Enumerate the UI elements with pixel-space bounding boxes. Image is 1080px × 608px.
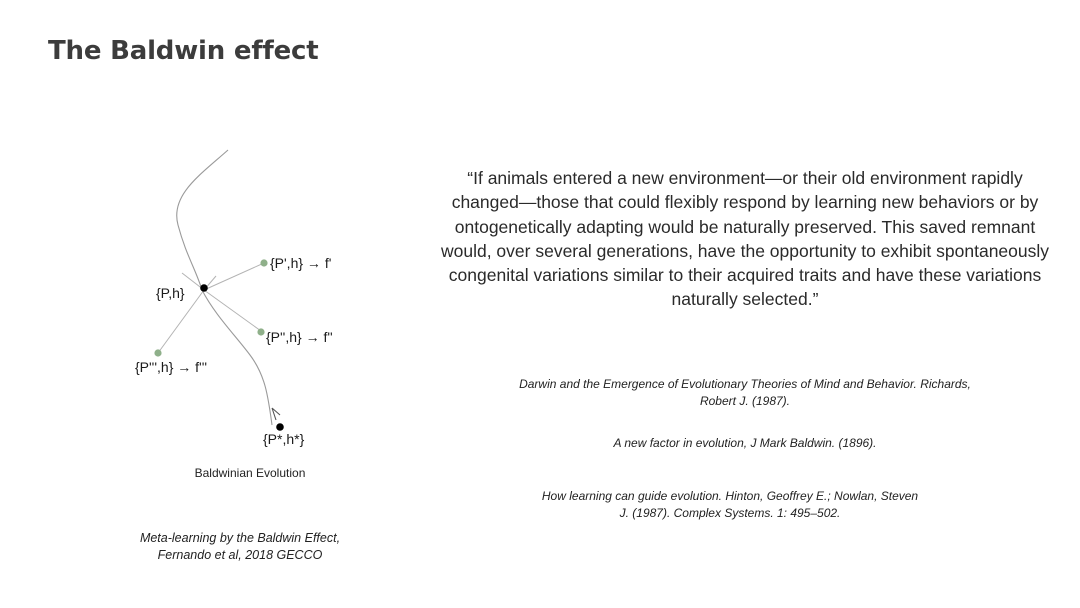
evolution-path-curve (177, 150, 272, 425)
reference-line: A new factor in evolution, J Mark Baldwin. (1896). (613, 436, 877, 450)
baldwin-quote: “If animals entered a new environment—or their old environment rapidly changed—those that could flexibly respond by learning new behaviors or by ontogenetically adapting would be naturally preserved. This saved remnant would, over several generations, have the opportunity to exhibit spontaneously congenital variations similar to their acquired traits and have these variations naturally selected.” (440, 168, 1050, 310)
node-label-bottom: {P*,h*} (263, 431, 305, 447)
branch-line-mid-right (204, 290, 261, 331)
node-label-lower-left: {P''',h} → f''' (135, 359, 208, 375)
optimum-point (276, 423, 284, 431)
variant-point-upper-right (260, 259, 267, 266)
diagram-caption: Baldwinian Evolution (194, 466, 306, 480)
slide-title: The Baldwin effect (48, 36, 319, 66)
node-label-upper-right: {P',h} → f' (270, 255, 332, 271)
variant-point-mid-right (257, 328, 264, 335)
baldwinian-evolution-diagram (120, 140, 380, 490)
path-arrowhead (272, 408, 280, 420)
meta-learning-citation (90, 530, 390, 564)
reference-line: Darwin and the Emergence of Evolutionary Theories of Mind and Behavior. Richards, (519, 377, 971, 391)
branch-line-upper-right (204, 263, 264, 290)
reference-line: How learning can guide evolution. Hinton, Geoffrey E.; Nowlan, Steven (541, 489, 919, 503)
node-label-center: {P,h} (156, 285, 185, 301)
center-point (200, 284, 208, 292)
meta-citation-line1: Meta-learning by the Baldwin Effect, (139, 531, 341, 545)
reference-richards (440, 376, 1050, 410)
reference-line: Robert J. (1987). (699, 394, 791, 408)
reference-line: J. (1987). Complex Systems. 1: 495–502. (619, 506, 841, 520)
meta-citation-line2: Fernando et al, 2018 GECCO (157, 548, 323, 562)
reference-baldwin (440, 435, 1050, 452)
variant-point-lower-left (154, 349, 161, 356)
reference-hinton (460, 488, 1000, 522)
node-label-mid-right: {P'',h} → f'' (266, 329, 333, 345)
